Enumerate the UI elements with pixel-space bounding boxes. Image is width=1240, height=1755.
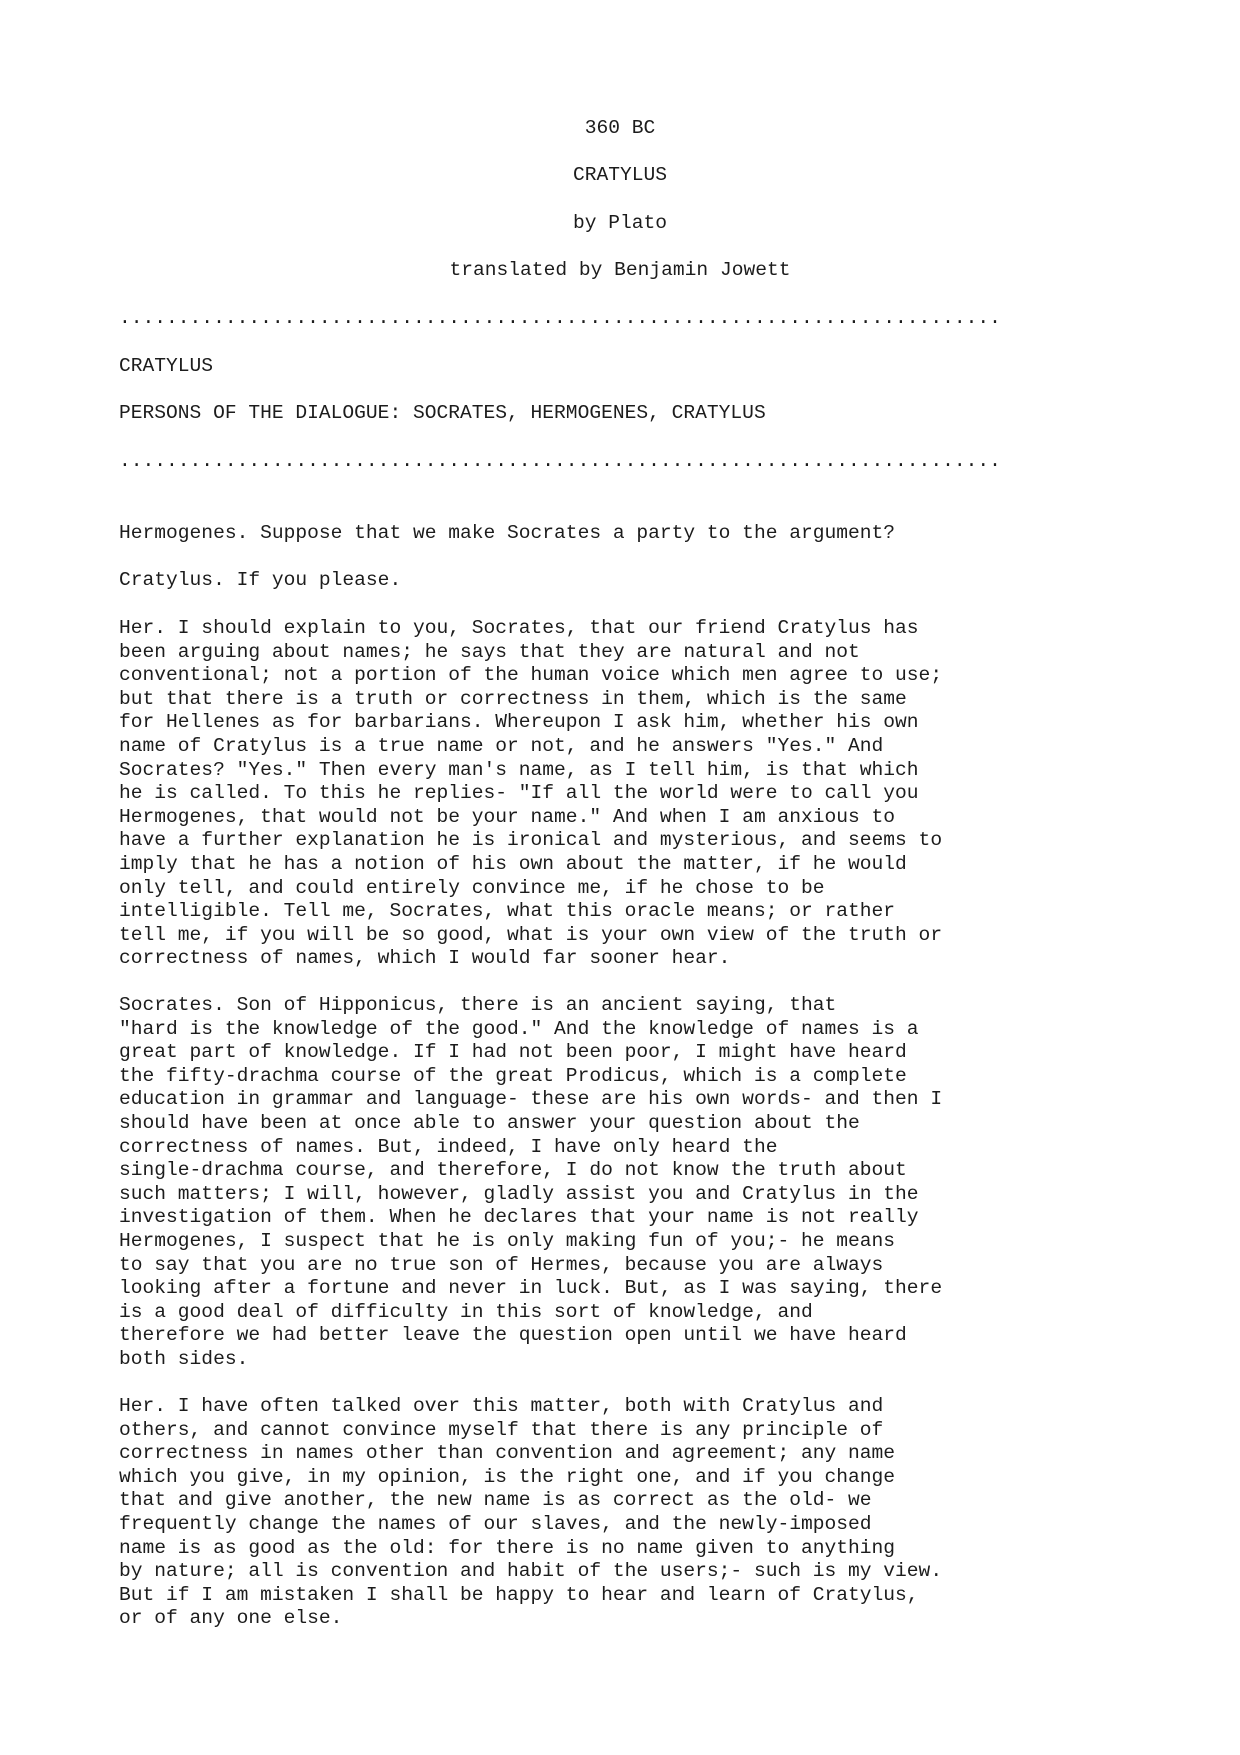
title-date: 360 BC: [584, 117, 656, 139]
dialogue-paragraph-hermogenes-2: Her. I should explain to you, Socrates, that our friend Cratylus has been arguing about names; he says that they are natural and not conventional; not a portion of the human voice which men agree to use; but that there is a truth or correctness in them, which is the same for Hellenes as for barbarians. Whereupon I ask him, whether his own name of Cratylus is a true name or not, and he answers "Yes." And Socrates? "Yes." Then every man's name, as I tell him, is that which he is called. To this he replies- "If all the world were to call you Hermogenes, that would not be your name." And when I am anxious to have a further explanation he is ironical and mysterious, and seems to imply that he has a notion of his own about the matter, if he would only tell, and could entirely convince me, if he chose to be intelligible. Tell me, Socrates, what this oracle means; or rather tell me, if you will be so good, what is your own view of the truth or correctness of names, which I would far sooner hear.: [119, 617, 943, 970]
persons-of-dialogue: PERSONS OF THE DIALOGUE: SOCRATES, HERMOGENES, CRATYLUS: [119, 402, 766, 424]
dialogue-paragraph-socrates-1: Socrates. Son of Hipponicus, there is an ancient saying, that "hard is the knowledge of the good." And the knowledge of names is a great part of knowledge. If I had not been poor, I might have heard the fifty-drachma course of the great Prodicus, which is a complete education in grammar and language- these are his own words- and then I should have been at once able to answer your question about the correctness of names. But, indeed, I have only heard the single-drachma course, and therefore, I do not know the truth about such matters; I will, however, gladly assist you and Cratylus in the investigation of them. When he declares that your name is not really Hermogenes, I suspect that he is only making fun of you;- he means to say that you are no true son of Hermes, because you are always looking after a fortune and never in luck. But, as I was saying, there is a good deal of difficulty in this sort of knowledge, and therefore we had better leave the question open until we have heard both sides.: [119, 994, 943, 1370]
dotted-separator-top: ...........................................................................: [119, 307, 1001, 329]
dialogue-paragraph-cratylus-1: Cratylus. If you please.: [119, 569, 402, 591]
document-title: CRATYLUS: [572, 164, 668, 186]
dotted-separator-bottom: ...........................................................................: [119, 450, 1001, 472]
section-heading: CRATYLUS: [119, 355, 214, 377]
dialogue-paragraph-hermogenes-1: Hermogenes. Suppose that we make Socrates a party to the argument?: [119, 522, 896, 544]
dialogue-paragraph-hermogenes-3: Her. I have often talked over this matter, both with Cratylus and others, and cannot convince myself that there is any principle of correctness in names other than convention and agreement; any name which you give, in my opinion, is the right one, and if you change that and give another, the new name is as correct as the old- we frequently change the names of our slaves, and the newly-imposed name is as good as the old: for there is no name given to anything by nature; all is convention and habit of the users;- such is my view. But if I am mistaken I shall be happy to hear and learn of Cratylus, or of any one else.: [119, 1395, 943, 1630]
author-line: by Plato: [572, 212, 668, 234]
translator-line: translated by Benjamin Jowett: [449, 259, 791, 281]
